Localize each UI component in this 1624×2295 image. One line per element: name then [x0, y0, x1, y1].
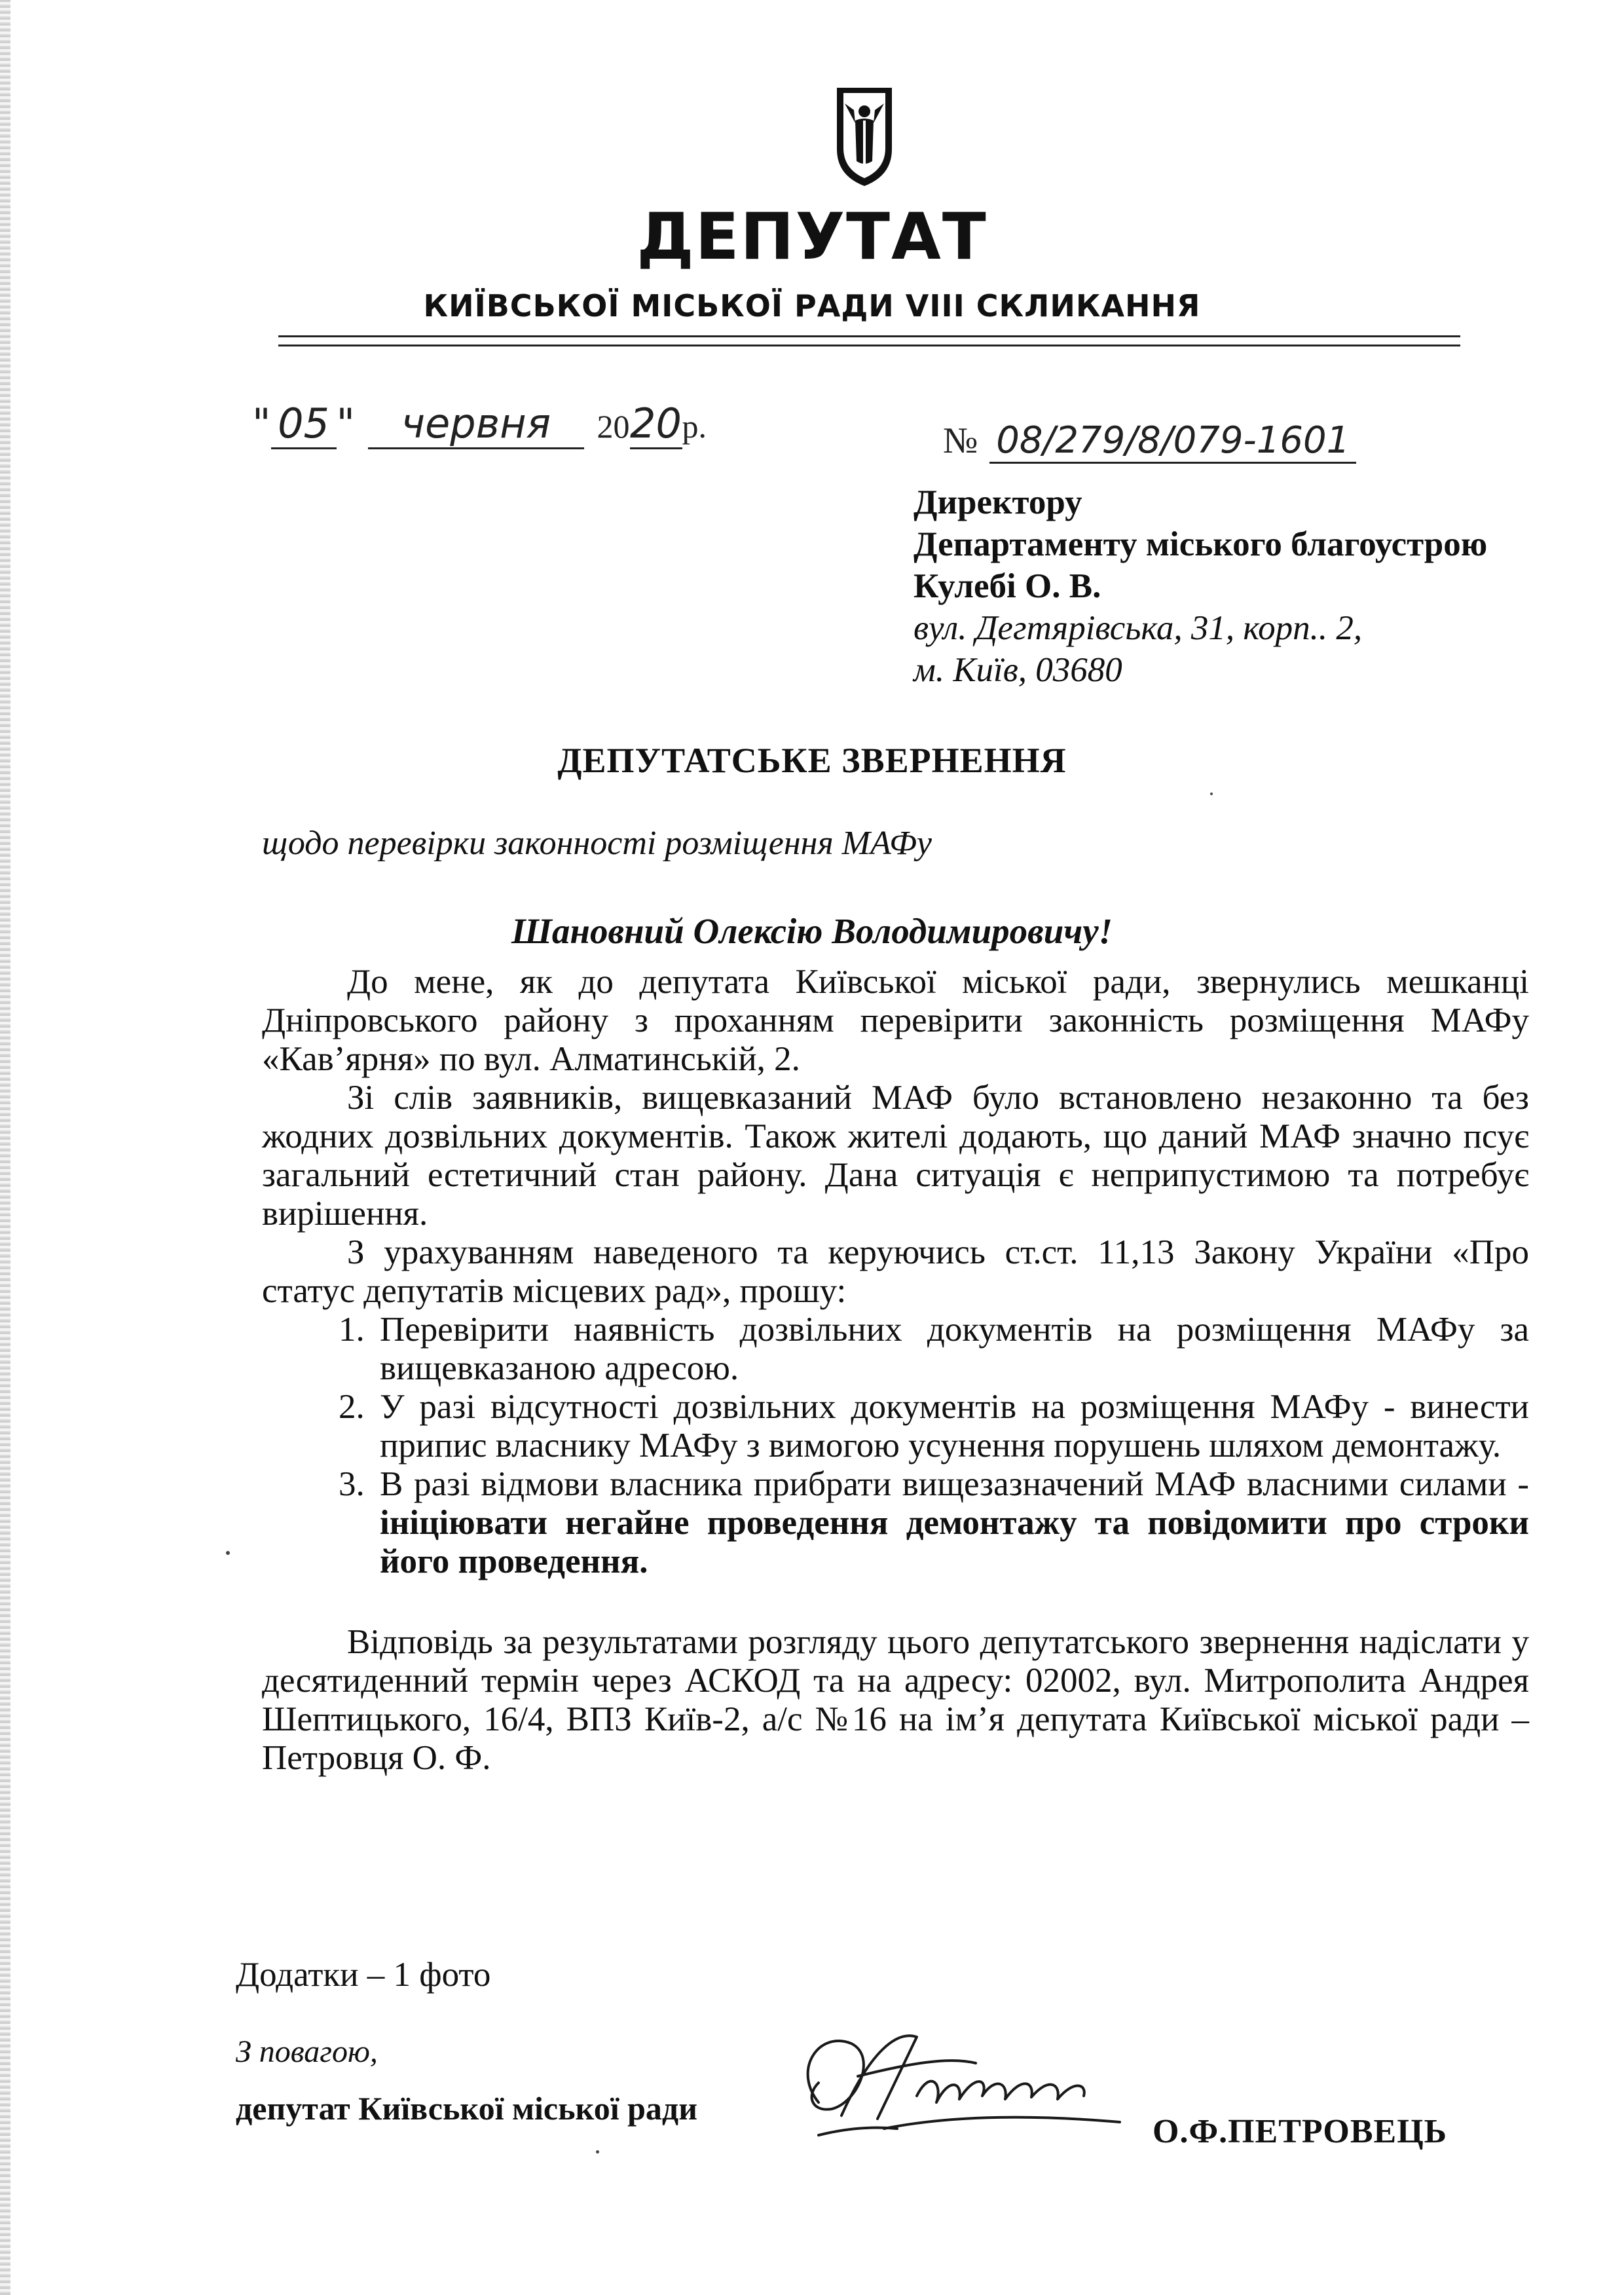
body-paragraph-2: Зі слів заявників, вищевказаний МАФ було встановлено незаконно та без жодних дозвільних документів. Також жителі додають, що даний МАФ значно псує загальний естетичний стан району. Дана ситуація є неприпустимою та потребує вирішення.	[262, 1079, 1529, 1233]
body-paragraph-3: З урахуванням наведеного та керуючись ст.ст. 11,13 Закону України «Про статус депутатів місцевих рад», прошу:	[262, 1233, 1529, 1310]
closing-phrase: З повагою,	[236, 2034, 378, 2069]
scan-edge	[0, 0, 10, 2295]
greeting: Шановний Олексію Володимировичу!	[511, 911, 1113, 951]
addressee-line2: Департаменту міського благоустрою	[913, 525, 1488, 563]
header-rule-top	[278, 335, 1460, 337]
paragraph-gap	[262, 1581, 1529, 1623]
request-item-2: 2. У разі відсутності дозвільних документів на розміщення МАФу - винести припис власнику МАФу з вимогою усунення порушень шляхом демонтажу.	[373, 1388, 1529, 1465]
request-item-3-bold: ініціювати негайне проведення демонтажу та повідомити про строки його проведення.	[380, 1504, 1529, 1580]
kyiv-coat-of-arms-icon	[832, 84, 897, 189]
appendix-note: Додатки – 1 фото	[236, 1956, 491, 1994]
date-suffix: р.	[682, 408, 707, 445]
scan-speck	[1210, 793, 1213, 795]
request-list	[262, 1311, 1529, 1581]
date-day: 05	[271, 400, 337, 449]
letter-body	[262, 963, 1529, 1778]
body-paragraph-1: До мене, як до депутата Київської міської ради, звернулись мешканці Дніпровського району з проханням перевірити законність розміщення МАФу «Кав’ярня» по вул. Алматинській, 2.	[262, 963, 1529, 1078]
document-subject: щодо перевірки законності розміщення МАФу	[262, 825, 932, 862]
date-year-prefix: 20	[597, 408, 630, 445]
date-year-suffix: 20	[630, 400, 682, 449]
scan-speck	[226, 1551, 230, 1555]
reference-number: 08/279/8/079-1601	[989, 419, 1356, 464]
signatory-name: О.Ф.ПЕТРОВЕЦЬ	[1153, 2113, 1448, 2150]
header-title: ДЕПУТАТ	[637, 200, 987, 274]
addressee-address1: вул. Дегтярівська, 31, корп.. 2,	[913, 609, 1363, 647]
addressee-line1: Директору	[913, 483, 1082, 521]
handwritten-signature	[779, 2004, 1146, 2161]
date-close-quote: "	[336, 400, 356, 447]
document-title: ДЕПУТАТСЬКЕ ЗВЕРНЕННЯ	[557, 741, 1067, 780]
request-item-3	[373, 1465, 1529, 1581]
date-month: червня	[368, 400, 584, 449]
addressee-address2: м. Київ, 03680	[913, 651, 1122, 689]
request-item-1: 1. Перевірити наявність дозвільних документів на розміщення МАФу за вищевказаною адресою.	[373, 1311, 1529, 1388]
date-open-quote: "	[252, 400, 271, 447]
reference-prefix: №	[943, 420, 978, 461]
header-rule-bottom	[278, 345, 1460, 346]
header-subtitle: КИЇВСЬКОЇ МІСЬКОЇ РАДИ VIII СКЛИКАННЯ	[423, 288, 1201, 324]
signatory-position: депутат Київської міської ради	[236, 2090, 698, 2127]
date-line	[252, 400, 707, 449]
addressee-block	[913, 481, 1487, 691]
reference-line	[943, 419, 1356, 464]
body-paragraph-4: Відповідь за результатами розгляду цього депутатського звернення надіслати у десятиденний термін через АСКОД та на адресу: 02002, вул. Митрополита Андрея Шептицького, 16/4, ВПЗ Київ-2, а/с №16 на ім’я депутата Київської міської ради – Петровця О. Ф.	[262, 1623, 1529, 1777]
scan-speck	[596, 2150, 599, 2154]
addressee-line3: Кулебі О. В.	[913, 567, 1101, 605]
request-item-3-text: В разі відмови власника прибрати вищезазначений МАФ власними силами -	[380, 1465, 1529, 1503]
